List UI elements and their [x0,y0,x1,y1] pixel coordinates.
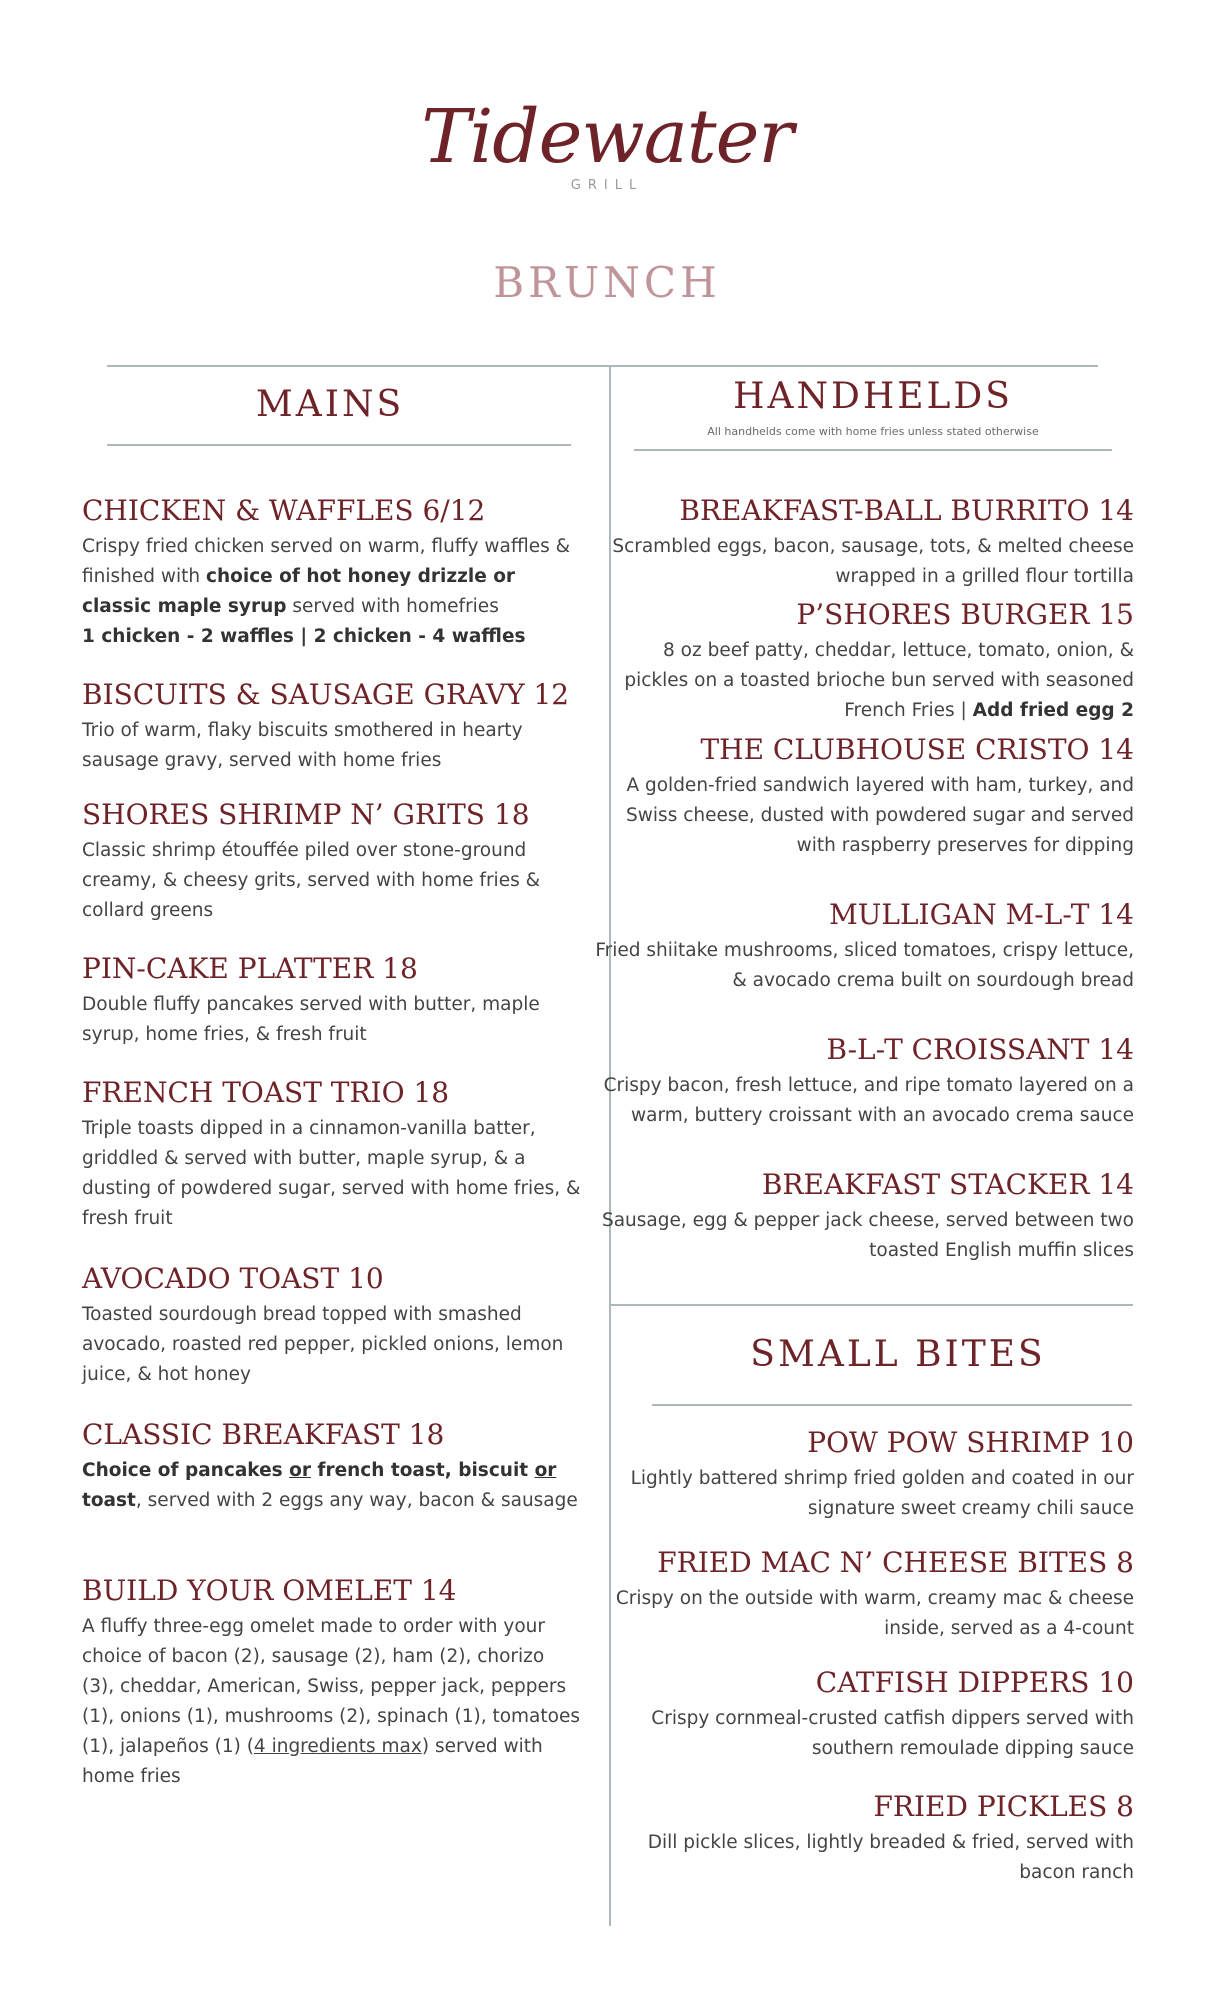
item-description: Choice of pancakes or french toast, biscuit or toast, served with 2 eggs any way, bacon & sausage [82,1459,578,1511]
menu-title: BRUNCH [493,258,721,307]
item-description: Double fluffy pancakes served with butter, maple syrup, home fries, & fresh fruit [82,993,540,1045]
item-description: Scrambled eggs, bacon, sausage, tots, & melted cheese wrapped in a grilled flour tortilla [612,535,1134,587]
menu-item-pow-pow-shrimp [594,1426,1134,1524]
item-description: Lightly battered shrimp fried golden and coated in our signature sweet creamy chili sauce [630,1467,1134,1519]
item-description: Crispy bacon, fresh lettuce, and ripe tomato layered on a warm, buttery croissant with an avocado crema sauce [603,1074,1134,1126]
item-description: Triple toasts dipped in a cinnamon-vanilla batter, griddled & served with butter, maple syrup, & a dusting of powdered sugar, served with home fries, & fresh fruit [82,1117,581,1229]
handhelds-heading: HANDHELDS [733,376,1013,417]
menu-item-french-toast-trio [82,1076,582,1234]
item-description: Sausage, egg & pepper jack cheese, served between two toasted English muffin slices [601,1209,1134,1261]
menu-item-biscuits-gravy [82,678,582,776]
menu-item-breakfast-ball-burrito [594,494,1134,592]
small-bites-heading: SMALL BITES [750,1334,1046,1375]
item-title: FRIED PICKLES 8 [873,1790,1134,1823]
item-title: BREAKFAST-BALL BURRITO 14 [679,494,1134,527]
item-description: 8 oz beef patty, cheddar, lettuce, tomato, onion, & pickles on a toasted brioche bun served with seasoned French Fries | Add fried egg 2 [624,639,1134,721]
item-title: CATFISH DIPPERS 10 [815,1666,1134,1699]
item-title: THE CLUBHOUSE CRISTO 14 [700,733,1134,766]
menu-item-chicken-waffles [82,494,582,652]
top-rule-right [611,365,1098,367]
mains-underline [107,444,571,446]
item-title: SHORES SHRIMP N’ GRITS 18 [82,798,530,831]
small-bites-top-rule [611,1304,1133,1306]
item-title: MULLIGAN M-L-T 14 [829,898,1134,931]
top-rule-left [107,365,613,367]
item-title: PIN-CAKE PLATTER 18 [82,952,418,985]
item-description: Crispy fried chicken served on warm, fluffy waffles & finished with choice of hot honey drizzle or classic maple syrup served with homefries 1 chicken - 2 waffles | 2 chicken - 4 waffles [82,535,571,647]
menu-item-classic-breakfast [82,1418,582,1516]
menu-item-breakfast-stacker [594,1168,1134,1266]
logo [0,94,1214,193]
item-title: POW POW SHRIMP 10 [807,1426,1134,1459]
menu-item-catfish-dippers [594,1666,1134,1764]
item-description: Toasted sourdough bread topped with smashed avocado, roasted red pepper, pickled onions, lemon juice, & hot honey [82,1303,564,1385]
handhelds-note: All handhelds come with home fries unless stated otherwise [707,425,1039,438]
menu-item-pin-cake-platter [82,952,582,1050]
mains-heading: MAINS [255,384,405,425]
item-description: Fried shiitake mushrooms, sliced tomatoes, crispy lettuce, & avocado crema built on sourdough bread [595,939,1134,991]
small-bites-underline [652,1404,1132,1406]
item-title: CLASSIC BREAKFAST 18 [82,1418,445,1451]
item-title: P’SHORES BURGER 15 [796,598,1134,631]
item-description: Crispy cornmeal-crusted catfish dippers served with southern remoulade dipping sauce [651,1707,1134,1759]
item-title: BREAKFAST STACKER 14 [761,1168,1134,1201]
logo-wordmark: Tidewater [421,94,793,180]
handhelds-underline [634,449,1112,451]
menu-item-avocado-toast [82,1262,582,1390]
menu-item-pshores-burger [594,598,1134,726]
item-title: CHICKEN & WAFFLES 6/12 [82,494,486,527]
menu-item-build-your-omelet [82,1574,582,1792]
item-title: BISCUITS & SAUSAGE GRAVY 12 [82,678,570,711]
logo-subtitle: GRILL [570,178,644,193]
menu-item-blt-croissant [594,1033,1134,1131]
item-title: FRENCH TOAST TRIO 18 [82,1076,450,1109]
item-description: Trio of warm, flaky biscuits smothered in hearty sausage gravy, served with home fries [82,719,523,771]
menu-item-clubhouse-cristo [594,733,1134,861]
menu-item-shrimp-grits [82,798,582,926]
item-description: Crispy on the outside with warm, creamy mac & cheese inside, served as a 4-count [615,1587,1134,1639]
item-title: B-L-T CROISSANT 14 [826,1033,1134,1066]
item-title: AVOCADO TOAST 10 [82,1262,384,1295]
menu-item-fried-mac-cheese-bites [594,1546,1134,1644]
item-title: FRIED MAC N’ CHEESE BITES 8 [657,1546,1134,1579]
menu-item-mulligan-mlt [594,898,1134,996]
menu-item-fried-pickles [594,1790,1134,1888]
item-description: A fluffy three-egg omelet made to order with your choice of bacon (2), sausage (2), ham (2), chorizo (3), cheddar, American, Swiss, pepper jack, peppers (1), onions (1), mushrooms (2), spinach (1), tomatoes (1), jalapeños (1) (4 ingredients max) served with home fries [82,1615,580,1787]
item-description: A golden-fried sandwich layered with ham, turkey, and Swiss cheese, dusted with powdered sugar and served with raspberry preserves for dipping [626,774,1134,856]
item-description: Dill pickle slices, lightly breaded & fried, served with bacon ranch [647,1831,1134,1883]
item-title: BUILD YOUR OMELET 14 [82,1574,457,1607]
item-description: Classic shrimp étouffée piled over stone-ground creamy, & cheesy grits, served with home fries & collard greens [82,839,541,921]
